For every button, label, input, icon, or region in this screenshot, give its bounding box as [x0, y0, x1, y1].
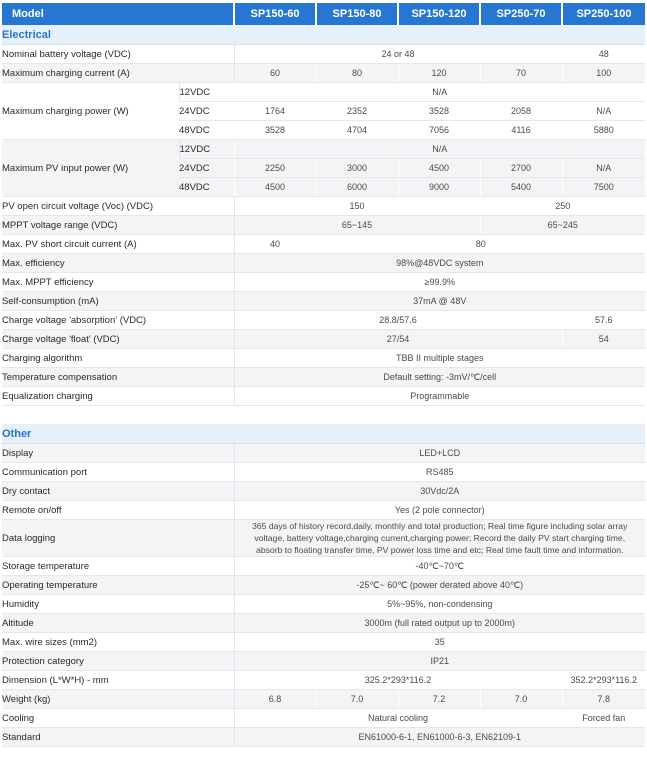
- cell-value: 2352: [316, 102, 398, 121]
- row-dimension: [2, 671, 645, 690]
- row-label: Communication port: [2, 463, 234, 482]
- header-model: Model: [2, 3, 234, 25]
- header-sp250-100: SP250-100: [562, 3, 645, 25]
- row-temp-compensation: [2, 368, 645, 387]
- row-voc: [2, 197, 645, 216]
- row-label: Dimension (L*W*H) - mm: [2, 671, 234, 690]
- row-label: Cooling: [2, 709, 234, 728]
- cell-value: LED+LCD: [234, 444, 645, 463]
- row-float: [2, 330, 645, 349]
- cell-value: 5880: [562, 121, 645, 140]
- voltage-sublabel: 24VDC: [179, 159, 234, 178]
- text-line: absorb to floating transfer time, PV power loss time and etc; Real time fault time and information.: [256, 545, 624, 555]
- cell-value: 1764: [234, 102, 316, 121]
- row-self-consumption: [2, 292, 645, 311]
- row-label: Display: [2, 444, 234, 463]
- cell-value: 120: [398, 64, 480, 83]
- cell-value: 7500: [562, 178, 645, 197]
- cell-value: 6000: [316, 178, 398, 197]
- cell-value: Forced fan: [562, 709, 645, 728]
- data-logging-text: [234, 520, 645, 557]
- cell-value: 9000: [398, 178, 480, 197]
- row-label: Maximum PV input power (W): [2, 140, 179, 197]
- header-sp150-80: SP150-80: [316, 3, 398, 25]
- row-mppt-efficiency: [2, 273, 645, 292]
- row-label: Maximum charging current (A): [2, 64, 234, 83]
- cell-value: 65~245: [480, 216, 645, 235]
- cell-value: 7.2: [398, 690, 480, 709]
- row-max-pv-power-12v: [2, 140, 645, 159]
- row-protection: [2, 652, 645, 671]
- cell-value: -25℃~ 60℃ (power derated above 40℃): [234, 576, 645, 595]
- header-sp150-60: SP150-60: [234, 3, 316, 25]
- cell-value: Programmable: [234, 387, 645, 406]
- cell-value: 7.0: [480, 690, 562, 709]
- row-short-circuit: [2, 235, 645, 254]
- row-label: Weight (kg): [2, 690, 234, 709]
- cell-value: TBB II multiple stages: [234, 349, 645, 368]
- cell-value: 100: [562, 64, 645, 83]
- cell-value: Default setting: -3mV/℃/cell: [234, 368, 645, 387]
- cell-value: 4116: [480, 121, 562, 140]
- row-absorption: [2, 311, 645, 330]
- row-label: Humidity: [2, 595, 234, 614]
- section-title: Other: [2, 424, 645, 444]
- cell-value: 3000: [316, 159, 398, 178]
- cell-value: N/A: [234, 83, 645, 102]
- cell-value: 2250: [234, 159, 316, 178]
- header-sp250-70: SP250-70: [480, 3, 562, 25]
- row-mppt-range: [2, 216, 645, 235]
- row-humidity: [2, 595, 645, 614]
- row-label: PV open circuit voltage (Voc) (VDC): [2, 197, 234, 216]
- row-label: Operating temperature: [2, 576, 234, 595]
- row-label: Standard: [2, 728, 234, 747]
- row-operating-temp: [2, 576, 645, 595]
- cell-value: 57.6: [562, 311, 645, 330]
- cell-value: EN61000-6-1, EN61000-6-3, EN62109-1: [234, 728, 645, 747]
- cell-value: Natural cooling: [234, 709, 562, 728]
- voltage-sublabel: 48VDC: [179, 121, 234, 140]
- cell-value: 48: [562, 45, 645, 64]
- cell-value: 70: [480, 64, 562, 83]
- cell-value: 2700: [480, 159, 562, 178]
- cell-value: 4704: [316, 121, 398, 140]
- row-label: Charging algorithm: [2, 349, 234, 368]
- cell-value: 325.2*293*116.2: [234, 671, 562, 690]
- cell-value: 80: [316, 64, 398, 83]
- row-label: Maximum charging power (W): [2, 83, 179, 140]
- row-label: Charge voltage 'absorption' (VDC): [2, 311, 234, 330]
- section-electrical: [2, 25, 645, 45]
- cell-value: 7.8: [562, 690, 645, 709]
- cell-value: 3528: [398, 102, 480, 121]
- cell-value: 4500: [398, 159, 480, 178]
- voltage-sublabel: 48VDC: [179, 178, 234, 197]
- cell-value: N/A: [562, 102, 645, 121]
- cell-value: 80: [316, 235, 645, 254]
- text-line: voltage, battery voltage,charging current,charging power; Record the daily PV start charging time,: [254, 533, 626, 543]
- cell-value: 250: [480, 197, 645, 216]
- row-label: Altitude: [2, 614, 234, 633]
- row-algorithm: [2, 349, 645, 368]
- row-comm-port: [2, 463, 645, 482]
- row-label: Dry contact: [2, 482, 234, 501]
- cell-value: -40℃~70℃: [234, 557, 645, 576]
- row-label: Temperature compensation: [2, 368, 234, 387]
- table-header: [2, 3, 645, 25]
- cell-value: 28.8/57.6: [234, 311, 562, 330]
- cell-value: 98%@48VDC system: [234, 254, 645, 273]
- voltage-sublabel: 24VDC: [179, 102, 234, 121]
- section-spacer: [2, 406, 645, 425]
- row-label: Max. PV short circuit current (A): [2, 235, 234, 254]
- row-nominal-voltage: [2, 45, 645, 64]
- cell-value: 5400: [480, 178, 562, 197]
- voltage-sublabel: 12VDC: [179, 83, 234, 102]
- cell-value: IP21: [234, 652, 645, 671]
- voltage-sublabel: 12VDC: [179, 140, 234, 159]
- cell-value: 35: [234, 633, 645, 652]
- row-label: Charge voltage 'float' (VDC): [2, 330, 234, 349]
- cell-value: 3528: [234, 121, 316, 140]
- header-sp150-120: SP150-120: [398, 3, 480, 25]
- row-label: Self-consumption (mA): [2, 292, 234, 311]
- row-max-charging-power-12v: [2, 83, 645, 102]
- row-data-logging: [2, 520, 645, 557]
- cell-value: Yes (2 pole connector): [234, 501, 645, 520]
- text-line: 365 days of history record,daily, monthly and total production; Real time figure including solar array: [252, 521, 628, 531]
- row-label: Max. efficiency: [2, 254, 234, 273]
- row-max-efficiency: [2, 254, 645, 273]
- section-other: [2, 424, 645, 444]
- cell-value: 65~145: [234, 216, 480, 235]
- row-display: [2, 444, 645, 463]
- row-dry-contact: [2, 482, 645, 501]
- cell-value: N/A: [562, 159, 645, 178]
- row-equalization: [2, 387, 645, 406]
- row-label: Max. MPPT efficiency: [2, 273, 234, 292]
- row-label: Storage temperature: [2, 557, 234, 576]
- row-cooling: [2, 709, 645, 728]
- cell-value: 5%~95%, non-condensing: [234, 595, 645, 614]
- row-label: Equalization charging: [2, 387, 234, 406]
- cell-value: 4500: [234, 178, 316, 197]
- cell-value: 24 or 48: [234, 45, 562, 64]
- cell-value: 352.2*293*116.2: [562, 671, 645, 690]
- cell-value: 27/54: [234, 330, 562, 349]
- section-title: Electrical: [2, 25, 645, 45]
- spec-table: [2, 3, 645, 747]
- cell-value: 6.8: [234, 690, 316, 709]
- row-standard: [2, 728, 645, 747]
- cell-value: 150: [234, 197, 480, 216]
- row-label: Remote on/off: [2, 501, 234, 520]
- row-remote: [2, 501, 645, 520]
- cell-value: 37mA @ 48V: [234, 292, 645, 311]
- cell-value: 54: [562, 330, 645, 349]
- row-weight: [2, 690, 645, 709]
- row-wire-size: [2, 633, 645, 652]
- cell-value: RS485: [234, 463, 645, 482]
- cell-value: N/A: [234, 140, 645, 159]
- spacer-cell: [2, 406, 645, 425]
- row-label: Max. wire sizes (mm2): [2, 633, 234, 652]
- row-max-charging-current: [2, 64, 645, 83]
- row-altitude: [2, 614, 645, 633]
- cell-value: 7056: [398, 121, 480, 140]
- row-label: Data logging: [2, 520, 234, 557]
- row-label: Nominal battery voltage (VDC): [2, 45, 234, 64]
- cell-value: 60: [234, 64, 316, 83]
- row-storage-temp: [2, 557, 645, 576]
- cell-value: 7.0: [316, 690, 398, 709]
- cell-value: 30Vdc/2A: [234, 482, 645, 501]
- cell-value: 3000m (full rated output up to 2000m): [234, 614, 645, 633]
- row-label: Protection category: [2, 652, 234, 671]
- row-label: MPPT voltage range (VDC): [2, 216, 234, 235]
- cell-value: 40: [234, 235, 316, 254]
- cell-value: 2058: [480, 102, 562, 121]
- cell-value: ≥99.9%: [234, 273, 645, 292]
